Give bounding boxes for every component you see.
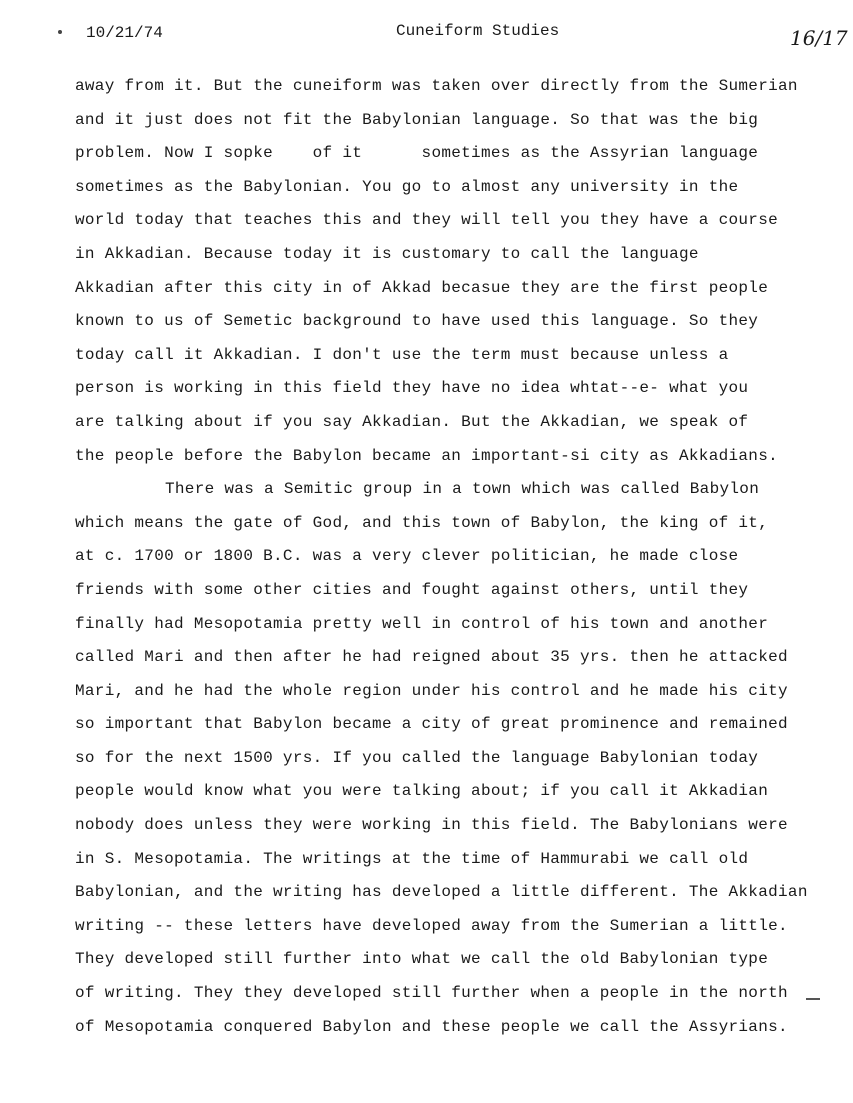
header-date: 10/21/74 <box>86 24 163 42</box>
text-line: so for the next 1500 yrs. If you called the language Babylonian today <box>75 748 759 767</box>
text-line: of Mesopotamia conquered Babylon and these people we call the Assyrians. <box>75 1017 788 1036</box>
paragraph-start-line: There was a Semitic group in a town which was called Babylon <box>165 480 760 499</box>
text-line: Babylonian, and the writing has developed a little different. The Akkadian <box>75 883 808 902</box>
text-line: nobody does unless they were working in this field. The Babylonians were <box>75 816 788 835</box>
page-header <box>0 22 853 50</box>
text-line: in S. Mesopotamia. The writings at the time of Hammurabi we call old <box>75 849 749 868</box>
page-number: 16/17 <box>790 26 848 50</box>
transcript-body <box>75 70 835 1044</box>
text-line: people would know what you were talking about; if you call it Akkadian <box>75 782 769 801</box>
text-line: writing -- these letters have developed away from the Sumerian a little. <box>75 916 788 935</box>
text-line: world today that teaches this and they will tell you they have a course <box>75 211 779 230</box>
text-line: away from it. But the cuneiform was taken over directly from the Sumerian <box>75 77 798 95</box>
text-line: problem. Now I sopke of it sometimes as the Assyrian language <box>75 144 759 163</box>
text-line: in Akkadian. Because today it is customary to call the language <box>75 244 699 263</box>
text-line: person is working in this field they have no idea whtat--e- what you <box>75 379 749 398</box>
text-line: the people before the Babylon became an important-si city as Akkadians. <box>75 446 779 465</box>
text-line: which means the gate of God, and this town of Babylon, the king of it, <box>75 513 769 532</box>
text-line: called Mari and then after he had reigned about 35 yrs. then he attacked <box>75 648 788 667</box>
text-line: friends with some other cities and fought against others, until they <box>75 580 749 599</box>
text-line: and it just does not fit the Babylonian language. So that was the big <box>75 110 759 129</box>
text-line: They developed still further into what we call the old Babylonian type <box>75 950 769 969</box>
text-line: of writing. They they developed still further when a people in the north <box>75 984 788 1003</box>
text-line: today call it Akkadian. I don't use the term must because unless a <box>75 345 729 364</box>
text-line: finally had Mesopotamia pretty well in control of his town and another <box>75 614 769 633</box>
margin-dash-mark <box>806 998 820 1000</box>
text-line: are talking about if you say Akkadian. But the Akkadian, we speak of <box>75 412 749 431</box>
text-line: Mari, and he had the whole region under his control and he made his city <box>75 681 788 700</box>
text-line: Akkadian after this city in of Akkad becasue they are the first people <box>75 278 769 297</box>
text-line: sometimes as the Babylonian. You go to almost any university in the <box>75 177 739 196</box>
text-line: at c. 1700 or 1800 B.C. was a very clever politician, he made close <box>75 547 739 566</box>
header-title: Cuneiform Studies <box>396 22 560 40</box>
text-line: so important that Babylon became a city of great prominence and remained <box>75 715 788 734</box>
text-line: known to us of Semetic background to have used this language. So they <box>75 312 759 331</box>
